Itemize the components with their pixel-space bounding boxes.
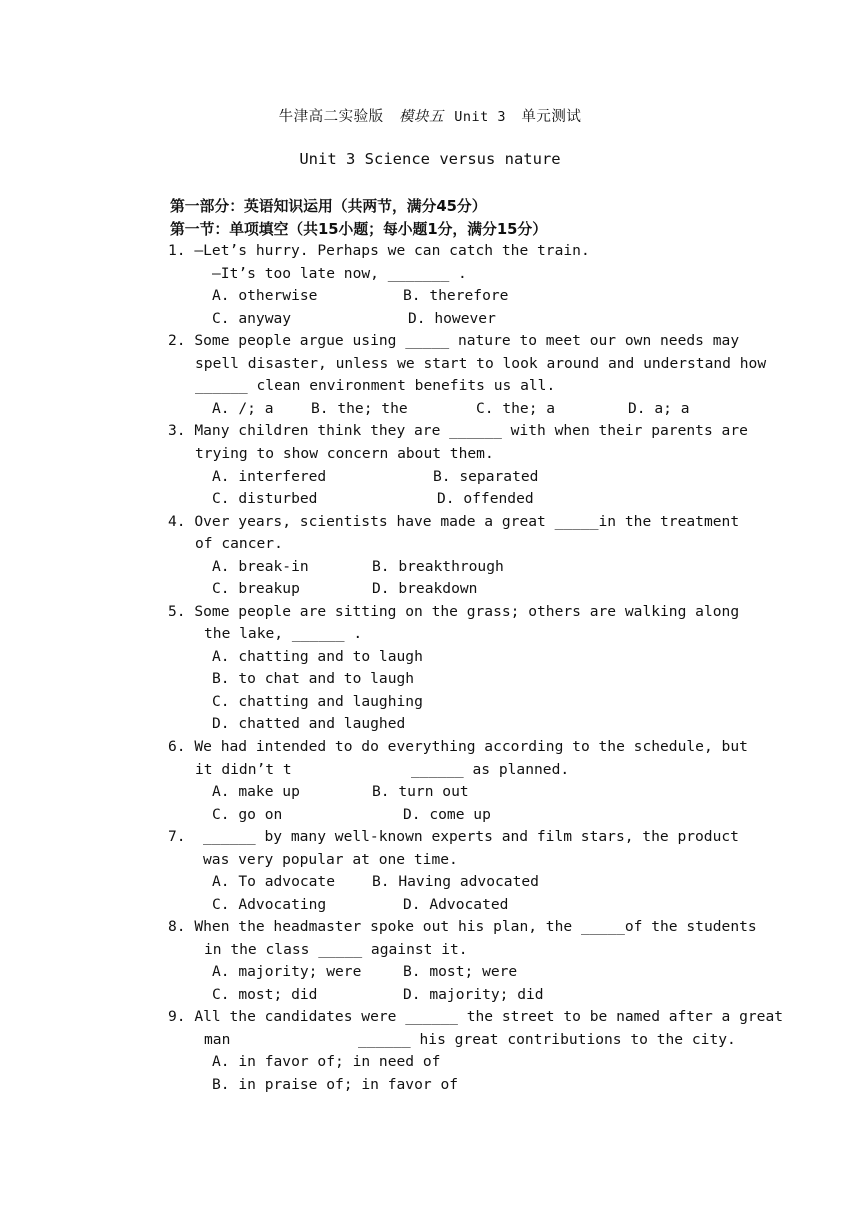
- q5-stem-line-2: the lake, ______ .: [204, 625, 363, 642]
- section-heading: 第一部分：英语知识运用（共两节，满分45分）: [170, 198, 487, 215]
- q7-option-d: D. Advocated: [403, 896, 509, 913]
- q2-option-a: A. /; a: [212, 400, 274, 417]
- q3-option-d: D. offended: [437, 490, 534, 507]
- q1-option-d: D. however: [408, 310, 496, 327]
- q3-option-c: C. disturbed: [212, 490, 318, 507]
- q6-stem-line-1: 6. We had intended to do everything according to the schedule, but: [168, 738, 748, 755]
- q4-option-a: A. break-in: [212, 558, 309, 575]
- q7-stem-line-1: ______ by many well-known experts and film stars, the product: [203, 828, 739, 845]
- q9-option-b: B. in praise of; in favor of: [212, 1076, 459, 1093]
- q2-stem-line-1: 2. Some people argue using _____ nature to meet our own needs may: [168, 332, 740, 349]
- header-test: 单元测试: [521, 109, 582, 125]
- q2-option-b: B. the; the: [311, 400, 408, 417]
- q6-option-c: C. go on: [212, 806, 283, 823]
- q8-option-b: B. most; were: [403, 963, 518, 980]
- q7-stem-line-2: was very popular at one time.: [203, 851, 458, 868]
- q4-option-c: C. breakup: [212, 580, 300, 597]
- q2-stem-line-2: spell disaster, unless we start to look around and understand how: [195, 355, 767, 372]
- page-title: Unit 3 Science versus nature: [299, 150, 561, 168]
- q3-option-a: A. interfered: [212, 468, 327, 485]
- q5-option-d: D. chatted and laughed: [212, 715, 406, 732]
- q3-option-b: B. separated: [433, 468, 539, 485]
- q6-option-d: D. come up: [403, 806, 491, 823]
- q1-option-a: A. otherwise: [212, 287, 318, 304]
- q8-stem-line-2: in the class _____ against it.: [204, 941, 468, 958]
- header-unit: Unit 3: [454, 109, 506, 125]
- header-publisher: 牛津高二实验版: [278, 109, 384, 125]
- q1-option-b: B. therefore: [403, 287, 509, 304]
- q1-stem-line-1: 1. —Let’s hurry. Perhaps we can catch the train.: [168, 242, 590, 259]
- page-header: [0, 105, 860, 126]
- q9-stem-line-1: 9. All the candidates were ______ the street to be named after a great: [168, 1008, 784, 1025]
- q6-stem-line-2b: ______ as planned.: [411, 761, 570, 778]
- q5-option-c: C. chatting and laughing: [212, 693, 423, 710]
- q9-stem-line-2a: man: [204, 1031, 231, 1048]
- q8-option-d: D. majority; did: [403, 986, 544, 1003]
- q4-option-b: B. breakthrough: [372, 558, 504, 575]
- q4-stem-line-2: of cancer.: [195, 535, 283, 552]
- q7-number: 7.: [168, 828, 186, 845]
- q7-option-c: C. Advocating: [212, 896, 327, 913]
- q7-option-a: A. To advocate: [212, 873, 336, 890]
- q8-option-c: C. most; did: [212, 986, 318, 1003]
- q3-stem-line-1: 3. Many children think they are ______ with when their parents are: [168, 422, 748, 439]
- q8-option-a: A. majority; were: [212, 963, 362, 980]
- q6-option-b: B. turn out: [372, 783, 469, 800]
- q9-option-a: A. in favor of; in need of: [212, 1053, 441, 1070]
- q3-stem-line-2: trying to show concern about them.: [195, 445, 494, 462]
- q9-stem-line-2b: ______ his great contributions to the city.: [358, 1031, 736, 1048]
- q6-option-a: A. make up: [212, 783, 300, 800]
- q8-stem-line-1: 8. When the headmaster spoke out his plan, the _____of the students: [168, 918, 757, 935]
- q5-option-b: B. to chat and to laugh: [212, 670, 415, 687]
- q1-stem-line-2: —It’s too late now, _______ .: [212, 265, 467, 282]
- q4-option-d: D. breakdown: [372, 580, 478, 597]
- header-module: 模块五: [399, 109, 444, 125]
- q2-stem-line-3: ______ clean environment benefits us all.: [195, 377, 556, 394]
- q5-stem-line-1: 5. Some people are sitting on the grass; others are walking along: [168, 603, 740, 620]
- q6-stem-line-2a: it didn’t t: [195, 761, 292, 778]
- q2-option-d: D. a; a: [628, 400, 690, 417]
- q2-option-c: C. the; a: [476, 400, 556, 417]
- q5-option-a: A. chatting and to laugh: [212, 648, 423, 665]
- q1-option-c: C. anyway: [212, 310, 292, 327]
- q4-stem-line-1: 4. Over years, scientists have made a great _____in the treatment: [168, 513, 740, 530]
- q7-option-b: B. Having advocated: [372, 873, 539, 890]
- subsection-heading: 第一节：单项填空（共15小题；每小题1分，满分15分）: [170, 221, 548, 238]
